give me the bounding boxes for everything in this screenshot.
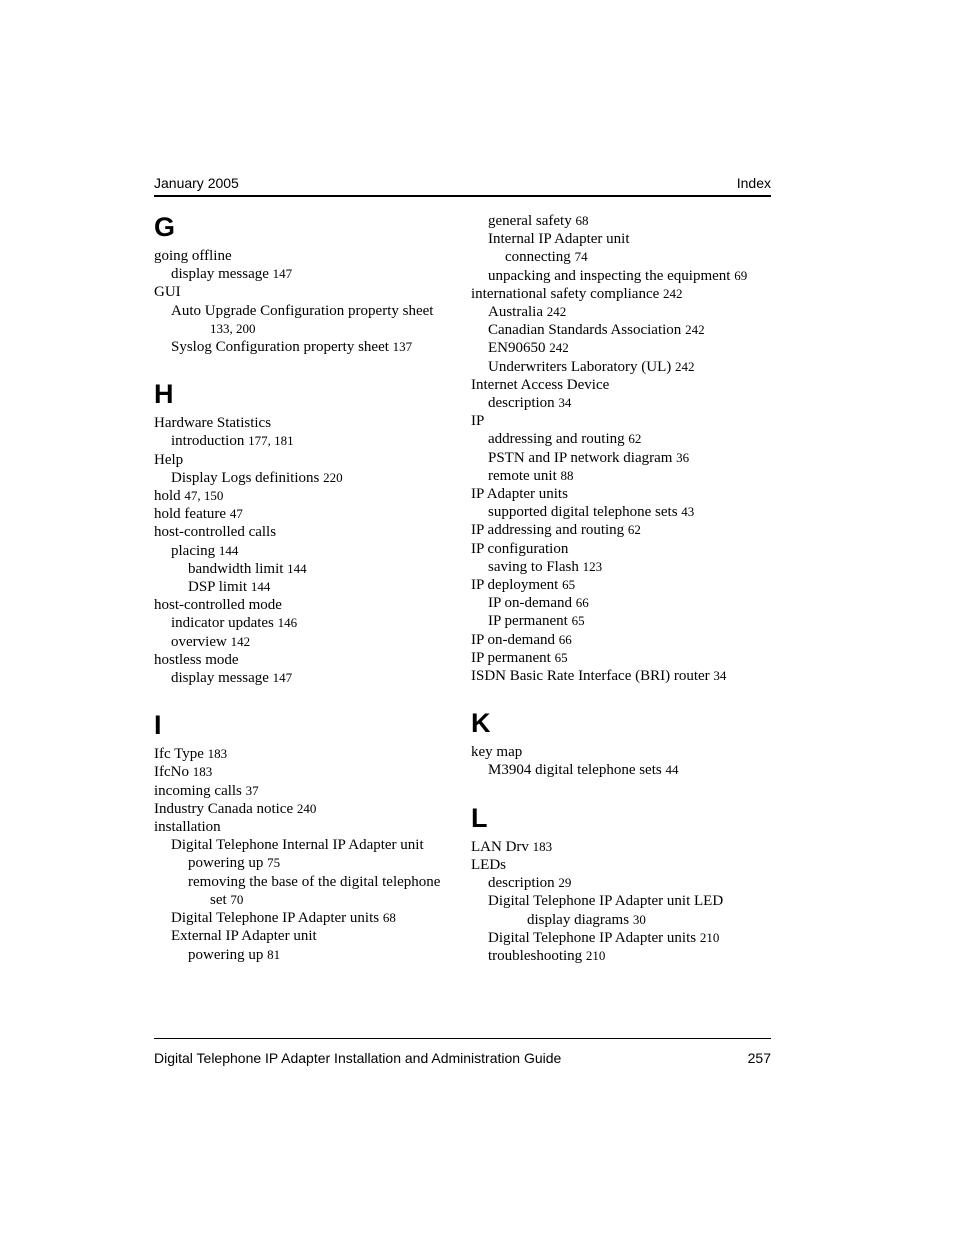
index-entry: installation [154,819,221,836]
section-letter-g: G [154,212,176,242]
index-entry: Help [154,451,184,468]
index-entry: Canadian Standards Association 242 [488,322,705,339]
index-entry: hold 47, 150 [154,488,224,505]
index-entry: Auto Upgrade Configuration property sheet [171,302,434,319]
page-footer [154,1038,771,1066]
index-entry: description 29 [488,875,572,892]
index-entry: LAN Drv 183 [471,838,553,855]
index-entry: Digital Telephone IP Adapter units 210 [488,929,720,946]
index-entry: connecting 74 [505,249,588,266]
index-entry: overview 142 [171,633,251,650]
index-entry: addressing and routing 62 [488,431,642,448]
index-entry: GUI [154,284,181,301]
page-number: 257 [747,1050,771,1066]
index-column-left [154,212,454,964]
index-entry: general safety 68 [488,213,589,229]
section-letter-l: L [471,802,488,833]
index-section-g [154,247,454,356]
index-entry: hold feature 47 [154,506,243,523]
index-entry: Display Logs definitions 220 [171,469,343,486]
index-entry: IP on-demand 66 [471,631,572,648]
index-entry: Industry Canada notice 240 [154,800,317,817]
index-entry: Internet Access Device [471,376,610,393]
index-entry: remote unit 88 [488,467,574,484]
index-entry: bandwidth limit 144 [188,560,307,577]
index-entry: DSP limit 144 [188,579,271,596]
index-entry: Underwriters Laboratory (UL) 242 [488,358,695,375]
index-entry: incoming calls 37 [154,782,259,799]
index-entry: display message 147 [171,266,293,283]
index-entry: description 34 [488,395,572,412]
index-entry: Australia 242 [488,304,567,321]
index-entry: IP deployment 65 [471,577,576,594]
index-column-right [471,212,771,965]
index-entry: External IP Adapter unit [171,928,317,945]
page-header [154,175,771,197]
index-entry: display diagrams 30 [527,911,646,928]
footer-document-title: Digital Telephone IP Adapter Installation and Administration Guide [154,1050,562,1066]
header-date: January 2005 [154,175,239,191]
index-entry: EN90650 242 [488,340,569,357]
index-entry: M3904 digital telephone sets 44 [488,762,679,779]
index-section-l [471,838,771,965]
index-entry: removing the base of the digital telephone [188,873,441,890]
index-entry: PSTN and IP network diagram 36 [488,449,690,466]
index-entry: IfcNo 183 [154,764,213,781]
index-section-h [154,414,454,687]
index-entry: powering up 81 [188,946,281,963]
index-entry: troubleshooting 210 [488,947,606,964]
index-entry: IP addressing and routing 62 [471,522,641,539]
index-entry: ISDN Basic Rate Interface (BRI) router 34 [471,668,727,685]
index-section-i-continued [471,212,771,685]
index-entry: host-controlled calls [154,524,277,541]
header-section: Index [736,175,771,191]
index-entry: Digital Telephone IP Adapter unit LED [488,893,724,910]
index-entry: Syslog Configuration property sheet 137 [171,339,413,356]
section-letter-i: I [154,710,162,741]
index-entry: Hardware Statistics [154,415,272,432]
index-entry: IP Adapter units [471,486,568,503]
index-entry: IP on-demand 66 [488,595,589,612]
index-entry: IP permanent 65 [488,613,585,630]
index-entry: host-controlled mode [154,597,282,614]
index-entry: going offline [154,248,232,264]
index-entry: IP configuration [471,540,569,557]
index-entry: supported digital telephone sets 43 [488,504,695,521]
index-entry: international safety compliance 242 [471,285,683,302]
index-entry: placing 144 [171,542,239,559]
index-entry: indicator updates 146 [171,615,298,632]
index-entry: Digital Telephone IP Adapter units 68 [171,910,396,927]
index-entry: set 70 [210,891,244,908]
index-entry: introduction 177, 181 [171,433,294,450]
index-entry: unpacking and inspecting the equipment 69 [488,267,748,284]
index-entry: hostless mode [154,651,239,668]
index-entry: saving to Flash 123 [488,558,603,575]
section-letter-h: H [154,379,174,410]
index-section-k [471,743,771,779]
index-entry: Digital Telephone Internal IP Adapter unit [171,837,424,854]
index-entry: Ifc Type 183 [154,746,228,763]
index-entry: key map [471,744,523,761]
index-entry: LEDs [471,856,506,873]
section-letter-k: K [471,708,491,739]
index-entry: IP [471,413,485,430]
index-entry: IP permanent 65 [471,649,568,666]
index-section-i [154,745,454,963]
index-entry: display message 147 [171,670,293,687]
index-entry: powering up 75 [188,855,281,872]
index-entry: Internal IP Adapter unit [488,231,630,248]
index-entry: 133, 200 [210,320,256,336]
